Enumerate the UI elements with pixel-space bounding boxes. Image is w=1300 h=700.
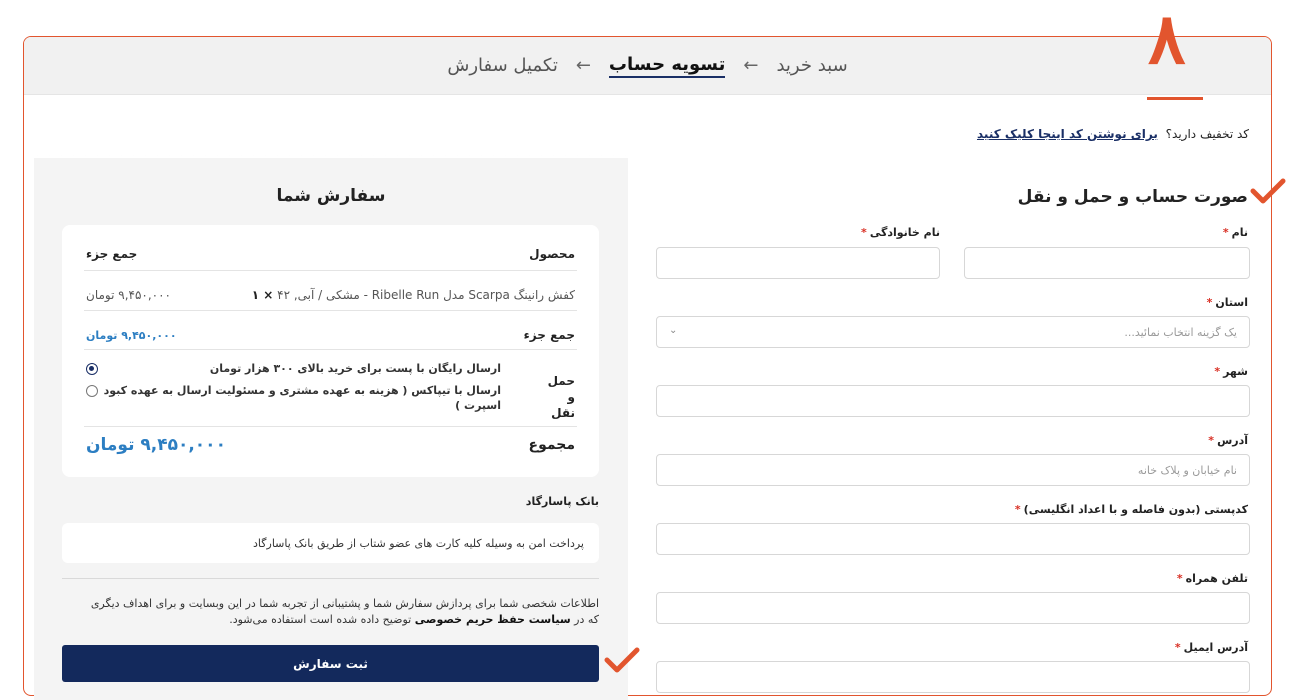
first-name-label: نام* bbox=[1222, 226, 1248, 239]
postcode-label: کدپستی (بدون فاصله و با اعداد انگلیسی)* bbox=[1014, 503, 1248, 516]
col-product: محصول bbox=[529, 247, 575, 261]
address-placeholder: نام خیابان و پلاک خانه bbox=[1137, 463, 1237, 477]
divider bbox=[62, 578, 599, 579]
order-title: سفارش شما bbox=[276, 186, 386, 206]
product-row bbox=[86, 280, 575, 310]
radio-empty-icon[interactable] bbox=[86, 385, 98, 397]
city-label: شهر* bbox=[1214, 365, 1248, 378]
payment-method-title[interactable]: بانک پاسارگاد bbox=[525, 495, 599, 508]
checkout-steps bbox=[24, 37, 1271, 95]
shipping-option-free[interactable] bbox=[86, 361, 501, 376]
state-label: استان* bbox=[1206, 296, 1248, 309]
divider bbox=[84, 426, 577, 427]
coupon-notice bbox=[977, 127, 1249, 141]
postcode-field[interactable] bbox=[656, 523, 1250, 555]
shipping-label: حمل و نقل bbox=[547, 374, 575, 420]
order-summary-card bbox=[62, 225, 599, 477]
total-row bbox=[86, 435, 575, 455]
chevron-down-icon: ⌄ bbox=[669, 325, 678, 336]
step-checkout[interactable]: تسویه حساب bbox=[609, 54, 725, 78]
email-label: آدرس ایمیل* bbox=[1174, 641, 1248, 654]
checkmark-icon bbox=[1250, 177, 1286, 205]
total-label: مجموع bbox=[528, 437, 575, 453]
divider bbox=[84, 270, 577, 271]
payment-method-desc: پرداخت امن به وسیله کلیه کارت های عضو شتاب از طریق بانک پاسارگاد bbox=[62, 523, 599, 563]
step-number-annotation: ۸ bbox=[1148, 0, 1186, 80]
phone-field[interactable] bbox=[656, 592, 1250, 624]
phone-label: تلفن همراه* bbox=[1176, 572, 1248, 585]
shipping-option-tipax[interactable] bbox=[86, 383, 501, 413]
city-field[interactable] bbox=[656, 385, 1250, 417]
last-name-label: نام خانوادگی* bbox=[861, 226, 940, 239]
product-price: ۹,۴۵۰,۰۰۰ تومان bbox=[86, 288, 171, 302]
billing-title: صورت حساب و حمل و نقل bbox=[1017, 187, 1248, 207]
product-qty: × ۱ bbox=[251, 288, 274, 302]
checkmark-icon bbox=[604, 646, 640, 674]
state-select[interactable] bbox=[656, 316, 1250, 348]
order-header-row bbox=[86, 237, 575, 271]
subtotal-label: جمع جزء bbox=[523, 328, 575, 342]
coupon-link[interactable]: برای نوشتن کد اینجا کلیک کنید bbox=[976, 127, 1158, 141]
privacy-notice: اطلاعات شخصی شما برای پردازش سفارش شما و پشتیبانی از تجربه شما در این وبسایت و برای اهداف دیگری که در سیاست حفظ حریم خصوصی توضیح داده شده است استفاده می‌شود. bbox=[90, 597, 599, 626]
address-label: آدرس* bbox=[1208, 434, 1248, 447]
shipping-section bbox=[86, 359, 575, 425]
step-arrow-icon: ← bbox=[575, 55, 591, 76]
radio-selected-icon[interactable] bbox=[86, 363, 98, 375]
state-placeholder: یک گزینه انتخاب نمائید... bbox=[1124, 325, 1237, 339]
address-field[interactable] bbox=[656, 454, 1250, 486]
annotation-underline bbox=[1147, 97, 1203, 100]
total-value: ۹,۴۵۰,۰۰۰ تومان bbox=[86, 435, 226, 455]
first-name-field[interactable] bbox=[964, 247, 1250, 279]
subtotal-value: ۹,۴۵۰,۰۰۰ تومان bbox=[86, 328, 177, 342]
shipping-option-text: ارسال رایگان با پست برای خرید بالای ۳۰۰ هزار تومان bbox=[209, 362, 501, 375]
subtotal-row bbox=[86, 320, 575, 350]
col-subtotal: جمع جزء bbox=[86, 247, 138, 261]
place-order-button[interactable]: ثبت سفارش bbox=[62, 645, 599, 682]
step-complete: تکمیل سفارش bbox=[447, 55, 558, 76]
divider bbox=[84, 349, 577, 350]
step-arrow-icon: ← bbox=[743, 55, 759, 76]
coupon-question: کد تخفیف دارید؟ bbox=[1165, 127, 1249, 141]
divider bbox=[84, 310, 577, 311]
privacy-policy-link[interactable]: سیاست حفظ حریم خصوصی bbox=[414, 613, 571, 626]
shipping-option-text: ارسال با تیپاکس ( هزینه به عهده مشتری و مسئولیت ارسال به عهده کبود اسپرت ) bbox=[103, 384, 501, 412]
step-cart[interactable]: سبد خرید bbox=[776, 55, 848, 76]
product-name: کفش رانینگ Scarpa مدل Ribelle Run - مشکی / آبی, ۴۲ × ۱ bbox=[251, 288, 575, 302]
email-field[interactable] bbox=[656, 661, 1250, 693]
last-name-field[interactable] bbox=[656, 247, 940, 279]
